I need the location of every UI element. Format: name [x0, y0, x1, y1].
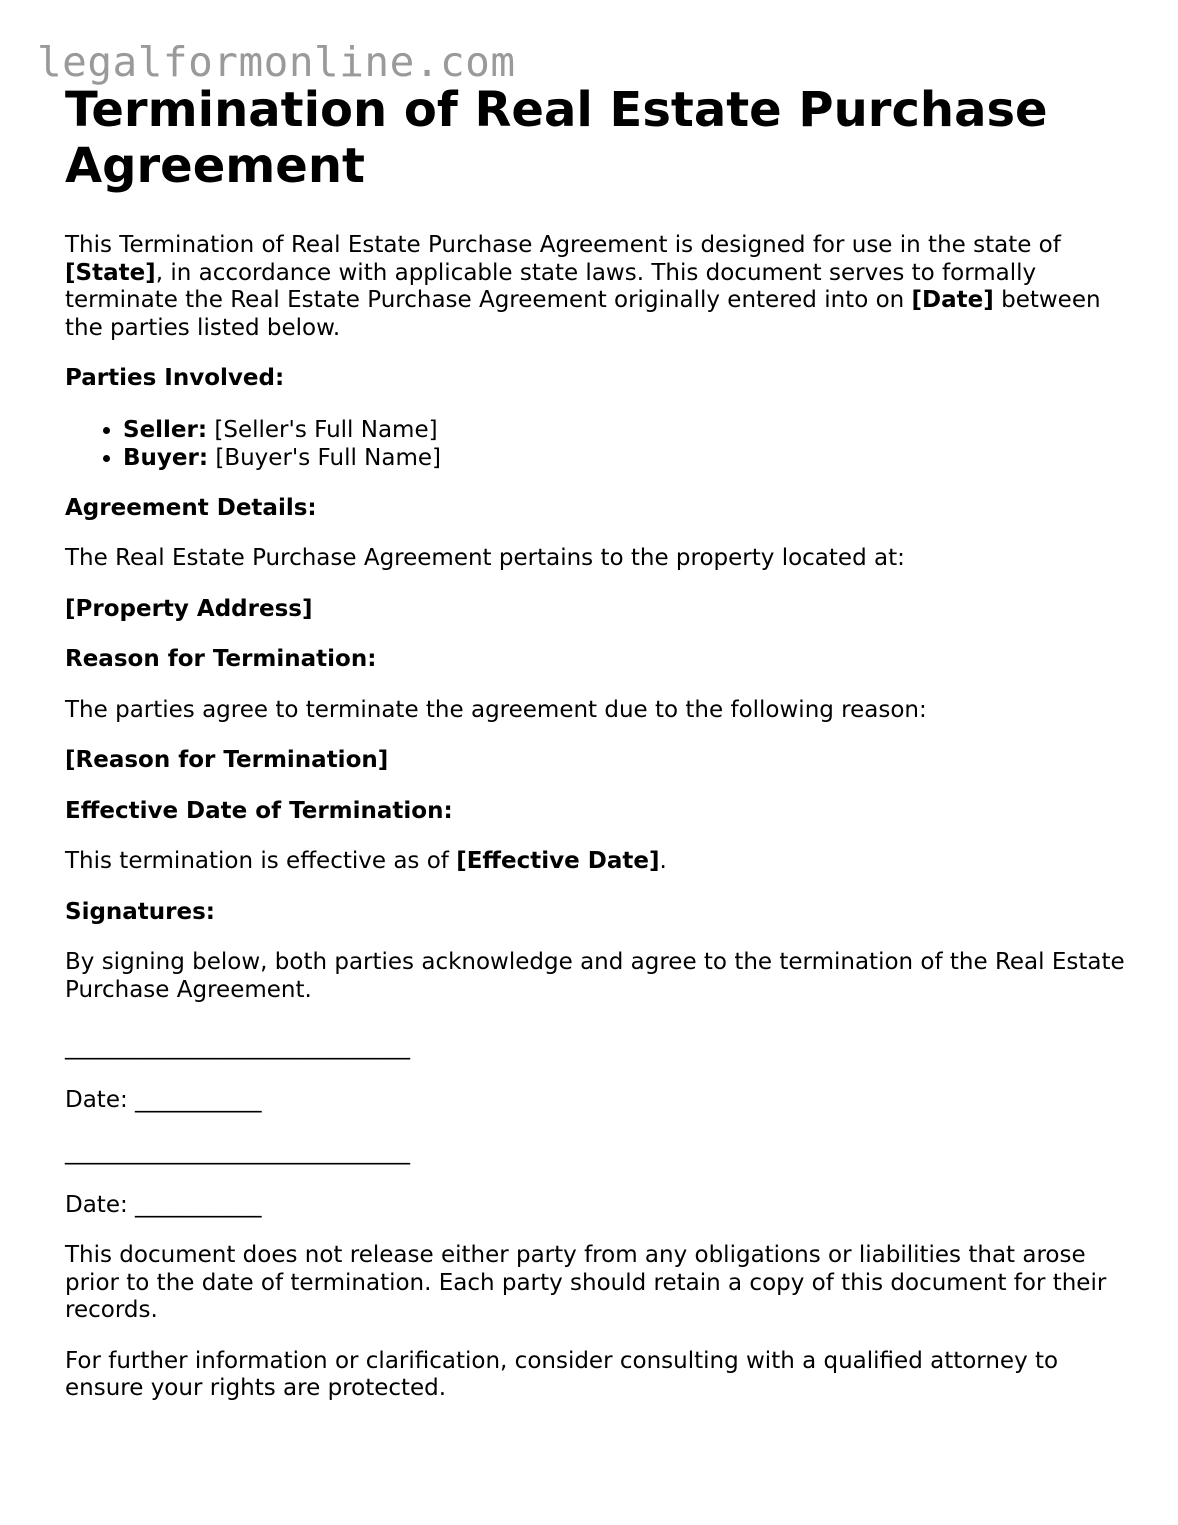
seller-label: Seller:: [123, 416, 208, 443]
closing-paragraph-1: This document does not release either party from any obligations or liabilities that arose prior to the date of termination. Each party should retain a copy of this document for their records.: [65, 1242, 1107, 1323]
watermark-text: legalformonline.com: [37, 38, 516, 86]
effective-text: This termination is effective as of: [65, 848, 457, 874]
date-placeholder: [Date]: [911, 287, 994, 313]
agreement-heading: Agreement Details:: [65, 494, 317, 521]
signatures-heading: Signatures:: [65, 898, 216, 925]
signature-line-2: ______________________________: [65, 1139, 410, 1165]
buyer-value: [Buyer's Full Name]: [208, 444, 441, 471]
reason-placeholder: [Reason for Termination]: [65, 747, 389, 773]
intro-text-2: , in accordance with applicable state laws. This document serves to formally terminate the Real Estate Purchase Agreement originally entered into on: [65, 259, 1037, 313]
date-line-2: Date: ___________: [65, 1191, 262, 1218]
document-body: [65, 82, 1125, 1403]
buyer-label: Buyer:: [123, 444, 209, 471]
state-placeholder: [State]: [65, 259, 156, 286]
effective-end: .: [659, 848, 667, 874]
parties-list: [65, 416, 1125, 472]
effective-heading: Effective Date of Termination:: [65, 797, 453, 824]
property-address-placeholder: [Property Address]: [65, 595, 313, 622]
intro-text-1: This Termination of Real Estate Purchase Agreement is designed for use in the state of: [65, 232, 1061, 258]
reason-heading: Reason for Termination:: [65, 646, 377, 672]
list-item-seller: [123, 416, 1125, 444]
effective-date-placeholder: [Effective Date]: [456, 848, 660, 874]
document-title: Termination of Real Estate Purchase Agreement: [65, 82, 1048, 194]
date-line-1: Date: ___________: [65, 1086, 262, 1113]
closing-paragraph-2: For further information or clarification, consider consulting with a qualified attorney to ensure your rights are protected.: [65, 1347, 1059, 1401]
effective-paragraph: [65, 848, 1125, 876]
intro-text-3: between the parties listed below.: [65, 287, 1101, 341]
agreement-text: The Real Estate Purchase Agreement pertains to the property located at:: [65, 545, 905, 571]
signatures-text: By signing below, both parties acknowledge and agree to the termination of the Real Estate Purchase Agreement.: [65, 949, 1125, 1003]
intro-paragraph: [65, 232, 1125, 342]
signature-line-1: ______________________________: [65, 1034, 410, 1060]
reason-text: The parties agree to terminate the agreement due to the following reason:: [65, 696, 927, 723]
seller-value: [Seller's Full Name]: [207, 416, 438, 443]
parties-heading: Parties Involved:: [65, 365, 285, 391]
list-item-buyer: [123, 444, 1125, 472]
